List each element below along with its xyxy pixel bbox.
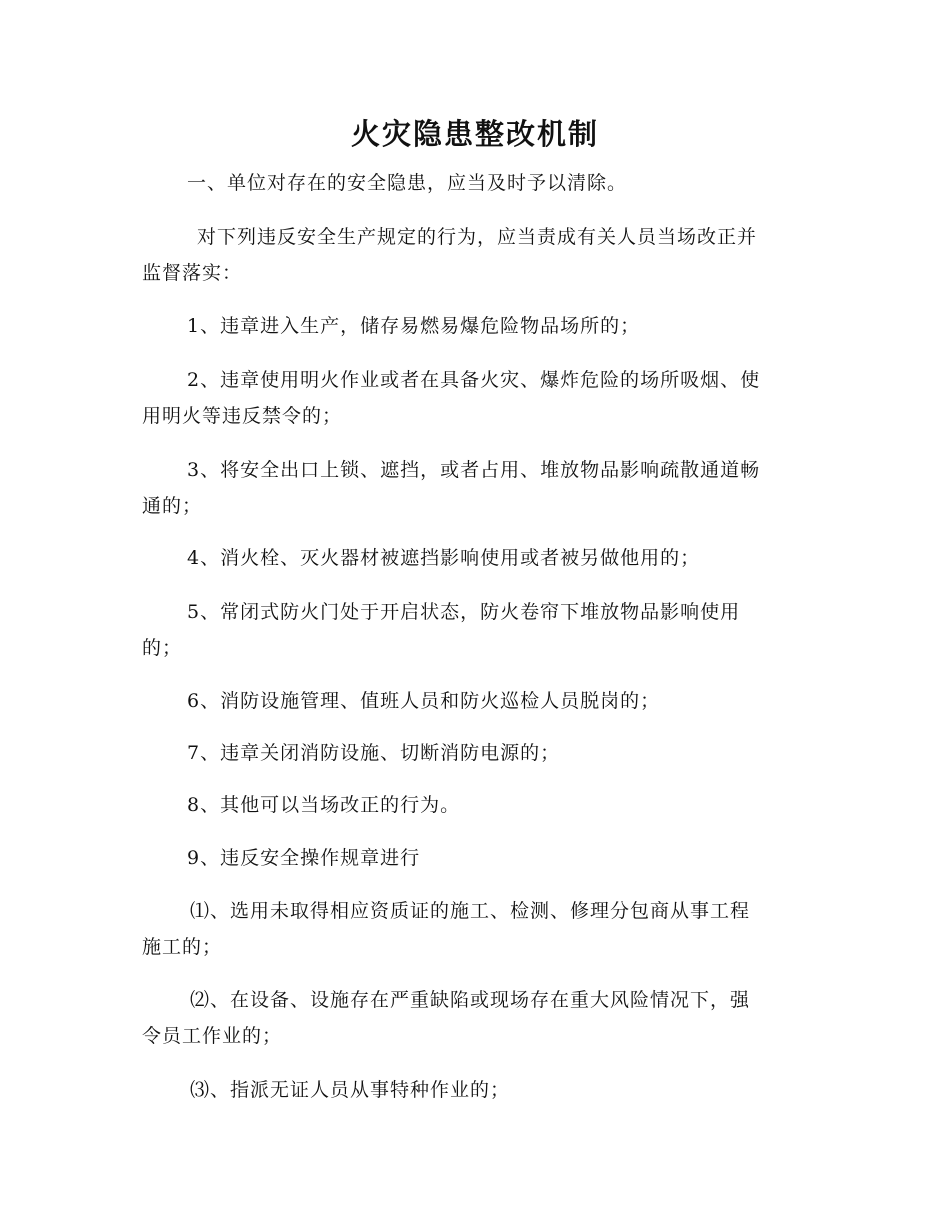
list-item-line: 的；: [142, 637, 183, 659]
page-title: 火灾隐患整改机制: [350, 117, 599, 151]
list-item-line: 8、其他可以当场改正的行为。: [187, 794, 461, 816]
sub-item-line: 令员工作业的；: [142, 1025, 283, 1047]
sub-item-line: 施工的；: [142, 936, 223, 958]
sub-item-line: ⑶、指派无证人员从事特种作业的；: [190, 1079, 511, 1101]
list-item-line: 5、常闭式防火门处于开启状态，防火卷帘下堆放物品影响使用: [187, 601, 741, 623]
paragraph-line: 对下列违反安全生产规定的行为，应当责成有关人员当场改正并: [197, 226, 758, 248]
sub-item-line: ⑴、选用未取得相应资质证的施工、检测、修理分包商从事工程: [190, 900, 751, 922]
sub-item-line: ⑵、在设备、设施存在严重缺陷或现场存在重大风险情况下，强: [190, 989, 751, 1011]
list-item-line: 通的；: [142, 495, 203, 517]
paragraph-line: 一、单位对存在的安全隐患，应当及时予以清除。: [187, 172, 628, 194]
list-item-line: 3、将安全出口上锁、遮挡，或者占用、堆放物品影响疏散通道畅: [187, 459, 761, 481]
list-item-line: 用明火等违反禁令的；: [142, 405, 343, 427]
list-item-line: 4、消火栓、灭火器材被遮挡影响使用或者被另做他用的；: [187, 547, 701, 569]
list-item-line: 1、违章进入生产，储存易燃易爆危险物品场所的；: [187, 315, 641, 337]
list-item-line: 2、违章使用明火作业或者在具备火灾、爆炸危险的场所吸烟、使: [187, 369, 761, 391]
paragraph-line: 监督落实：: [142, 262, 243, 284]
list-item-line: 6、消防设施管理、值班人员和防火巡检人员脱岗的；: [187, 690, 661, 712]
list-item-line: 7、违章关闭消防设施、切断消防电源的；: [187, 742, 561, 764]
list-item-line: 9、违反安全操作规章进行: [187, 847, 421, 869]
